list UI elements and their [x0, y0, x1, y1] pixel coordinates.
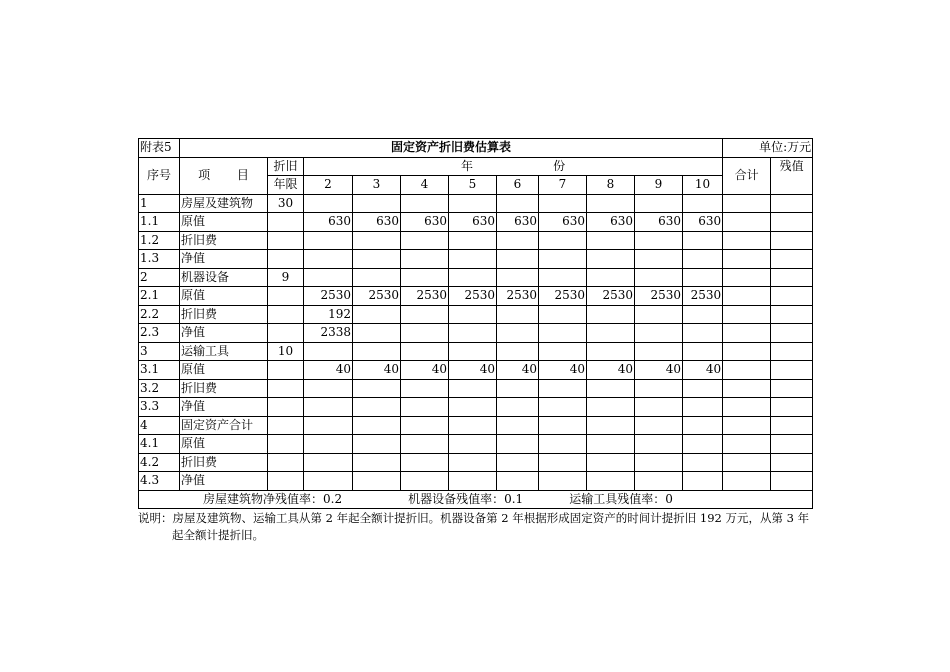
row-seq: 3 [139, 342, 180, 361]
row-seq: 3.2 [139, 379, 180, 398]
table-row [139, 416, 813, 435]
row-seq: 4.3 [139, 472, 180, 491]
row-residual [771, 324, 813, 343]
row-value [635, 250, 683, 269]
row-value: 630 [353, 213, 401, 232]
header-seq: 序号 [139, 157, 180, 194]
header-item-b: 目 [236, 168, 249, 182]
row-value [539, 435, 587, 454]
row-value [539, 472, 587, 491]
rate-machine: 机器设备残值率：0.1 [408, 491, 524, 506]
row-value: 40 [401, 361, 449, 380]
row-seq: 2.2 [139, 305, 180, 324]
row-value [353, 305, 401, 324]
row-value [401, 268, 449, 287]
row-value [401, 435, 449, 454]
row-value: 630 [401, 213, 449, 232]
row-value [587, 416, 635, 435]
row-value [683, 472, 723, 491]
row-value: 630 [497, 213, 539, 232]
row-value [401, 324, 449, 343]
row-life [268, 435, 304, 454]
row-value: 2530 [304, 287, 353, 306]
row-value [539, 416, 587, 435]
header-total: 合计 [723, 157, 771, 194]
row-life [268, 416, 304, 435]
row-value: 2530 [353, 287, 401, 306]
row-value [635, 398, 683, 417]
row-value [539, 379, 587, 398]
row-value [353, 398, 401, 417]
row-residual [771, 231, 813, 250]
table-row [139, 361, 813, 380]
row-value [353, 379, 401, 398]
row-value [635, 268, 683, 287]
row-value [635, 305, 683, 324]
row-value [449, 194, 497, 213]
row-value [587, 194, 635, 213]
row-value [353, 324, 401, 343]
row-value [497, 416, 539, 435]
row-value: 630 [587, 213, 635, 232]
row-life [268, 213, 304, 232]
row-seq: 2.1 [139, 287, 180, 306]
row-value [449, 398, 497, 417]
row-value [683, 416, 723, 435]
row-value [683, 231, 723, 250]
row-value [587, 342, 635, 361]
row-value [497, 379, 539, 398]
row-value [539, 324, 587, 343]
row-item: 净值 [180, 250, 268, 269]
row-item: 净值 [180, 472, 268, 491]
row-value: 2530 [635, 287, 683, 306]
row-item: 原值 [180, 435, 268, 454]
row-value [353, 342, 401, 361]
row-value [587, 324, 635, 343]
header-year-6: 6 [497, 176, 539, 195]
row-total [723, 342, 771, 361]
row-seq: 4.2 [139, 453, 180, 472]
header-dep-b: 年限 [268, 176, 304, 195]
row-value: 2338 [304, 324, 353, 343]
row-value [304, 342, 353, 361]
row-value [587, 453, 635, 472]
row-value [449, 231, 497, 250]
header-year-3: 3 [353, 176, 401, 195]
row-value [401, 398, 449, 417]
row-life [268, 305, 304, 324]
row-value: 2530 [539, 287, 587, 306]
table-row [139, 342, 813, 361]
table-row [139, 194, 813, 213]
row-value [353, 268, 401, 287]
row-value: 40 [587, 361, 635, 380]
row-value [683, 435, 723, 454]
header-year-a: 年 [461, 158, 474, 173]
appendix-label: 附表5 [139, 139, 180, 158]
rate-transport: 运输工具残值率：0 [569, 491, 673, 506]
row-life: 30 [268, 194, 304, 213]
row-value [497, 342, 539, 361]
table-row [139, 231, 813, 250]
header-year-2: 2 [304, 176, 353, 195]
row-seq: 1 [139, 194, 180, 213]
row-value [635, 342, 683, 361]
row-value [683, 398, 723, 417]
row-value [304, 453, 353, 472]
row-value [497, 324, 539, 343]
row-residual [771, 379, 813, 398]
row-total [723, 472, 771, 491]
row-value: 40 [304, 361, 353, 380]
row-residual [771, 416, 813, 435]
row-value [304, 398, 353, 417]
row-value: 2530 [497, 287, 539, 306]
row-value [449, 305, 497, 324]
row-value: 630 [683, 213, 723, 232]
table-row [139, 453, 813, 472]
row-item: 固定资产合计 [180, 416, 268, 435]
row-value: 40 [353, 361, 401, 380]
row-value: 630 [539, 213, 587, 232]
row-total [723, 453, 771, 472]
row-value: 630 [635, 213, 683, 232]
row-seq: 1.2 [139, 231, 180, 250]
row-item: 原值 [180, 361, 268, 380]
row-value: 2530 [587, 287, 635, 306]
row-residual [771, 472, 813, 491]
row-seq: 2 [139, 268, 180, 287]
row-value: 192 [304, 305, 353, 324]
row-seq: 1.3 [139, 250, 180, 269]
row-value [353, 194, 401, 213]
row-value [683, 250, 723, 269]
row-value [449, 416, 497, 435]
row-value [304, 379, 353, 398]
row-life [268, 379, 304, 398]
table-row [139, 250, 813, 269]
row-total [723, 324, 771, 343]
row-total [723, 435, 771, 454]
header-dep-a: 折旧 [268, 157, 304, 176]
header-year-5: 5 [449, 176, 497, 195]
row-value [353, 416, 401, 435]
row-value [539, 231, 587, 250]
table-row [139, 305, 813, 324]
table-row [139, 398, 813, 417]
header-year [304, 157, 723, 176]
row-total [723, 194, 771, 213]
row-item: 折旧费 [180, 453, 268, 472]
header-item-a: 项 [198, 168, 211, 182]
row-value [353, 472, 401, 491]
table-row [139, 379, 813, 398]
row-total [723, 287, 771, 306]
row-value [497, 398, 539, 417]
row-seq: 4.1 [139, 435, 180, 454]
row-residual [771, 213, 813, 232]
table-row [139, 435, 813, 454]
row-value: 630 [304, 213, 353, 232]
row-value [304, 231, 353, 250]
row-item: 净值 [180, 324, 268, 343]
row-residual [771, 268, 813, 287]
row-life [268, 287, 304, 306]
row-value: 2530 [683, 287, 723, 306]
row-value [353, 453, 401, 472]
row-value [635, 416, 683, 435]
row-life [268, 324, 304, 343]
row-value [683, 453, 723, 472]
row-life [268, 250, 304, 269]
row-total [723, 231, 771, 250]
row-value [401, 231, 449, 250]
table-row [139, 268, 813, 287]
row-value: 40 [635, 361, 683, 380]
row-item: 折旧费 [180, 305, 268, 324]
row-value [497, 194, 539, 213]
row-value [401, 250, 449, 269]
note-line-2: 起全额计提折旧。 [172, 528, 264, 542]
row-value [587, 268, 635, 287]
table-title: 固定资产折旧费估算表 [180, 139, 723, 158]
row-value: 40 [539, 361, 587, 380]
row-value [449, 342, 497, 361]
row-seq: 1.1 [139, 213, 180, 232]
header-year-4: 4 [401, 176, 449, 195]
row-value [449, 472, 497, 491]
row-value [587, 250, 635, 269]
row-value [683, 379, 723, 398]
row-item: 折旧费 [180, 379, 268, 398]
row-life: 9 [268, 268, 304, 287]
row-value [449, 453, 497, 472]
note-line-1: 说明：房屋及建筑物、运输工具从第 2 年起全额计提折旧。机器设备第 2 年根据形成固定资产的时间计提折旧 192 万元，从第 3 年 [138, 511, 810, 525]
row-value: 40 [449, 361, 497, 380]
row-value [353, 250, 401, 269]
header-year-b: 份 [553, 158, 566, 173]
row-value [539, 453, 587, 472]
row-value [635, 324, 683, 343]
header-residual: 残值 [771, 157, 813, 194]
row-value [497, 250, 539, 269]
row-value [449, 268, 497, 287]
header-year-9: 9 [635, 176, 683, 195]
row-value [587, 305, 635, 324]
row-value [401, 342, 449, 361]
row-seq: 4 [139, 416, 180, 435]
row-life [268, 472, 304, 491]
row-value [401, 194, 449, 213]
row-item: 折旧费 [180, 231, 268, 250]
row-item: 原值 [180, 213, 268, 232]
row-value: 40 [497, 361, 539, 380]
row-value [539, 398, 587, 417]
row-value [497, 305, 539, 324]
row-value: 2530 [449, 287, 497, 306]
header-year-10: 10 [683, 176, 723, 195]
row-residual [771, 287, 813, 306]
row-value [587, 398, 635, 417]
row-value [587, 379, 635, 398]
row-value [497, 268, 539, 287]
row-value [497, 453, 539, 472]
row-value [635, 231, 683, 250]
row-item: 房屋及建筑物 [180, 194, 268, 213]
row-value [304, 416, 353, 435]
row-value [635, 194, 683, 213]
table-row [139, 472, 813, 491]
depreciation-table [138, 138, 813, 509]
row-value: 2530 [401, 287, 449, 306]
row-total [723, 361, 771, 380]
rate-building: 房屋建筑物净残值率：0.2 [203, 491, 343, 506]
row-seq: 3.3 [139, 398, 180, 417]
row-value [449, 324, 497, 343]
row-value [539, 268, 587, 287]
row-value [449, 379, 497, 398]
row-value [635, 435, 683, 454]
row-value [497, 435, 539, 454]
row-value [683, 342, 723, 361]
row-seq: 2.3 [139, 324, 180, 343]
header-year-7: 7 [539, 176, 587, 195]
row-value [304, 472, 353, 491]
unit-label: 单位:万元 [723, 139, 813, 158]
row-value [683, 194, 723, 213]
row-total [723, 213, 771, 232]
row-value [587, 435, 635, 454]
row-value [401, 305, 449, 324]
row-value [635, 379, 683, 398]
row-value [635, 472, 683, 491]
row-item: 运输工具 [180, 342, 268, 361]
row-value [353, 435, 401, 454]
row-total [723, 398, 771, 417]
row-value [353, 231, 401, 250]
row-value [587, 231, 635, 250]
header-item [180, 157, 268, 194]
row-value [449, 250, 497, 269]
row-residual [771, 342, 813, 361]
row-value: 40 [683, 361, 723, 380]
note [138, 510, 818, 544]
rates-cell [139, 490, 813, 509]
rates-row [139, 490, 813, 509]
row-residual [771, 453, 813, 472]
row-value [497, 472, 539, 491]
table-row [139, 324, 813, 343]
row-value [304, 435, 353, 454]
row-value [683, 324, 723, 343]
row-value [449, 435, 497, 454]
row-value [539, 305, 587, 324]
row-value [683, 268, 723, 287]
row-value [304, 194, 353, 213]
row-value [401, 379, 449, 398]
row-value [497, 231, 539, 250]
row-item: 净值 [180, 398, 268, 417]
row-value [539, 250, 587, 269]
row-value: 630 [449, 213, 497, 232]
row-value [635, 453, 683, 472]
row-residual [771, 305, 813, 324]
row-total [723, 416, 771, 435]
table-row [139, 287, 813, 306]
table-row [139, 213, 813, 232]
row-residual [771, 194, 813, 213]
row-value [401, 453, 449, 472]
row-total [723, 250, 771, 269]
row-life [268, 453, 304, 472]
row-value [401, 472, 449, 491]
row-value [304, 268, 353, 287]
row-life: 10 [268, 342, 304, 361]
row-value [683, 305, 723, 324]
title-row [139, 139, 813, 158]
row-residual [771, 435, 813, 454]
row-item: 原值 [180, 287, 268, 306]
row-life [268, 231, 304, 250]
header-year-8: 8 [587, 176, 635, 195]
row-residual [771, 361, 813, 380]
row-value [304, 250, 353, 269]
row-value [401, 416, 449, 435]
header-row-1 [139, 157, 813, 176]
row-total [723, 305, 771, 324]
row-item: 机器设备 [180, 268, 268, 287]
row-seq: 3.1 [139, 361, 180, 380]
row-value [539, 194, 587, 213]
row-value [539, 342, 587, 361]
row-residual [771, 398, 813, 417]
row-life [268, 398, 304, 417]
row-value [587, 472, 635, 491]
row-total [723, 379, 771, 398]
row-residual [771, 250, 813, 269]
row-total [723, 268, 771, 287]
row-life [268, 361, 304, 380]
